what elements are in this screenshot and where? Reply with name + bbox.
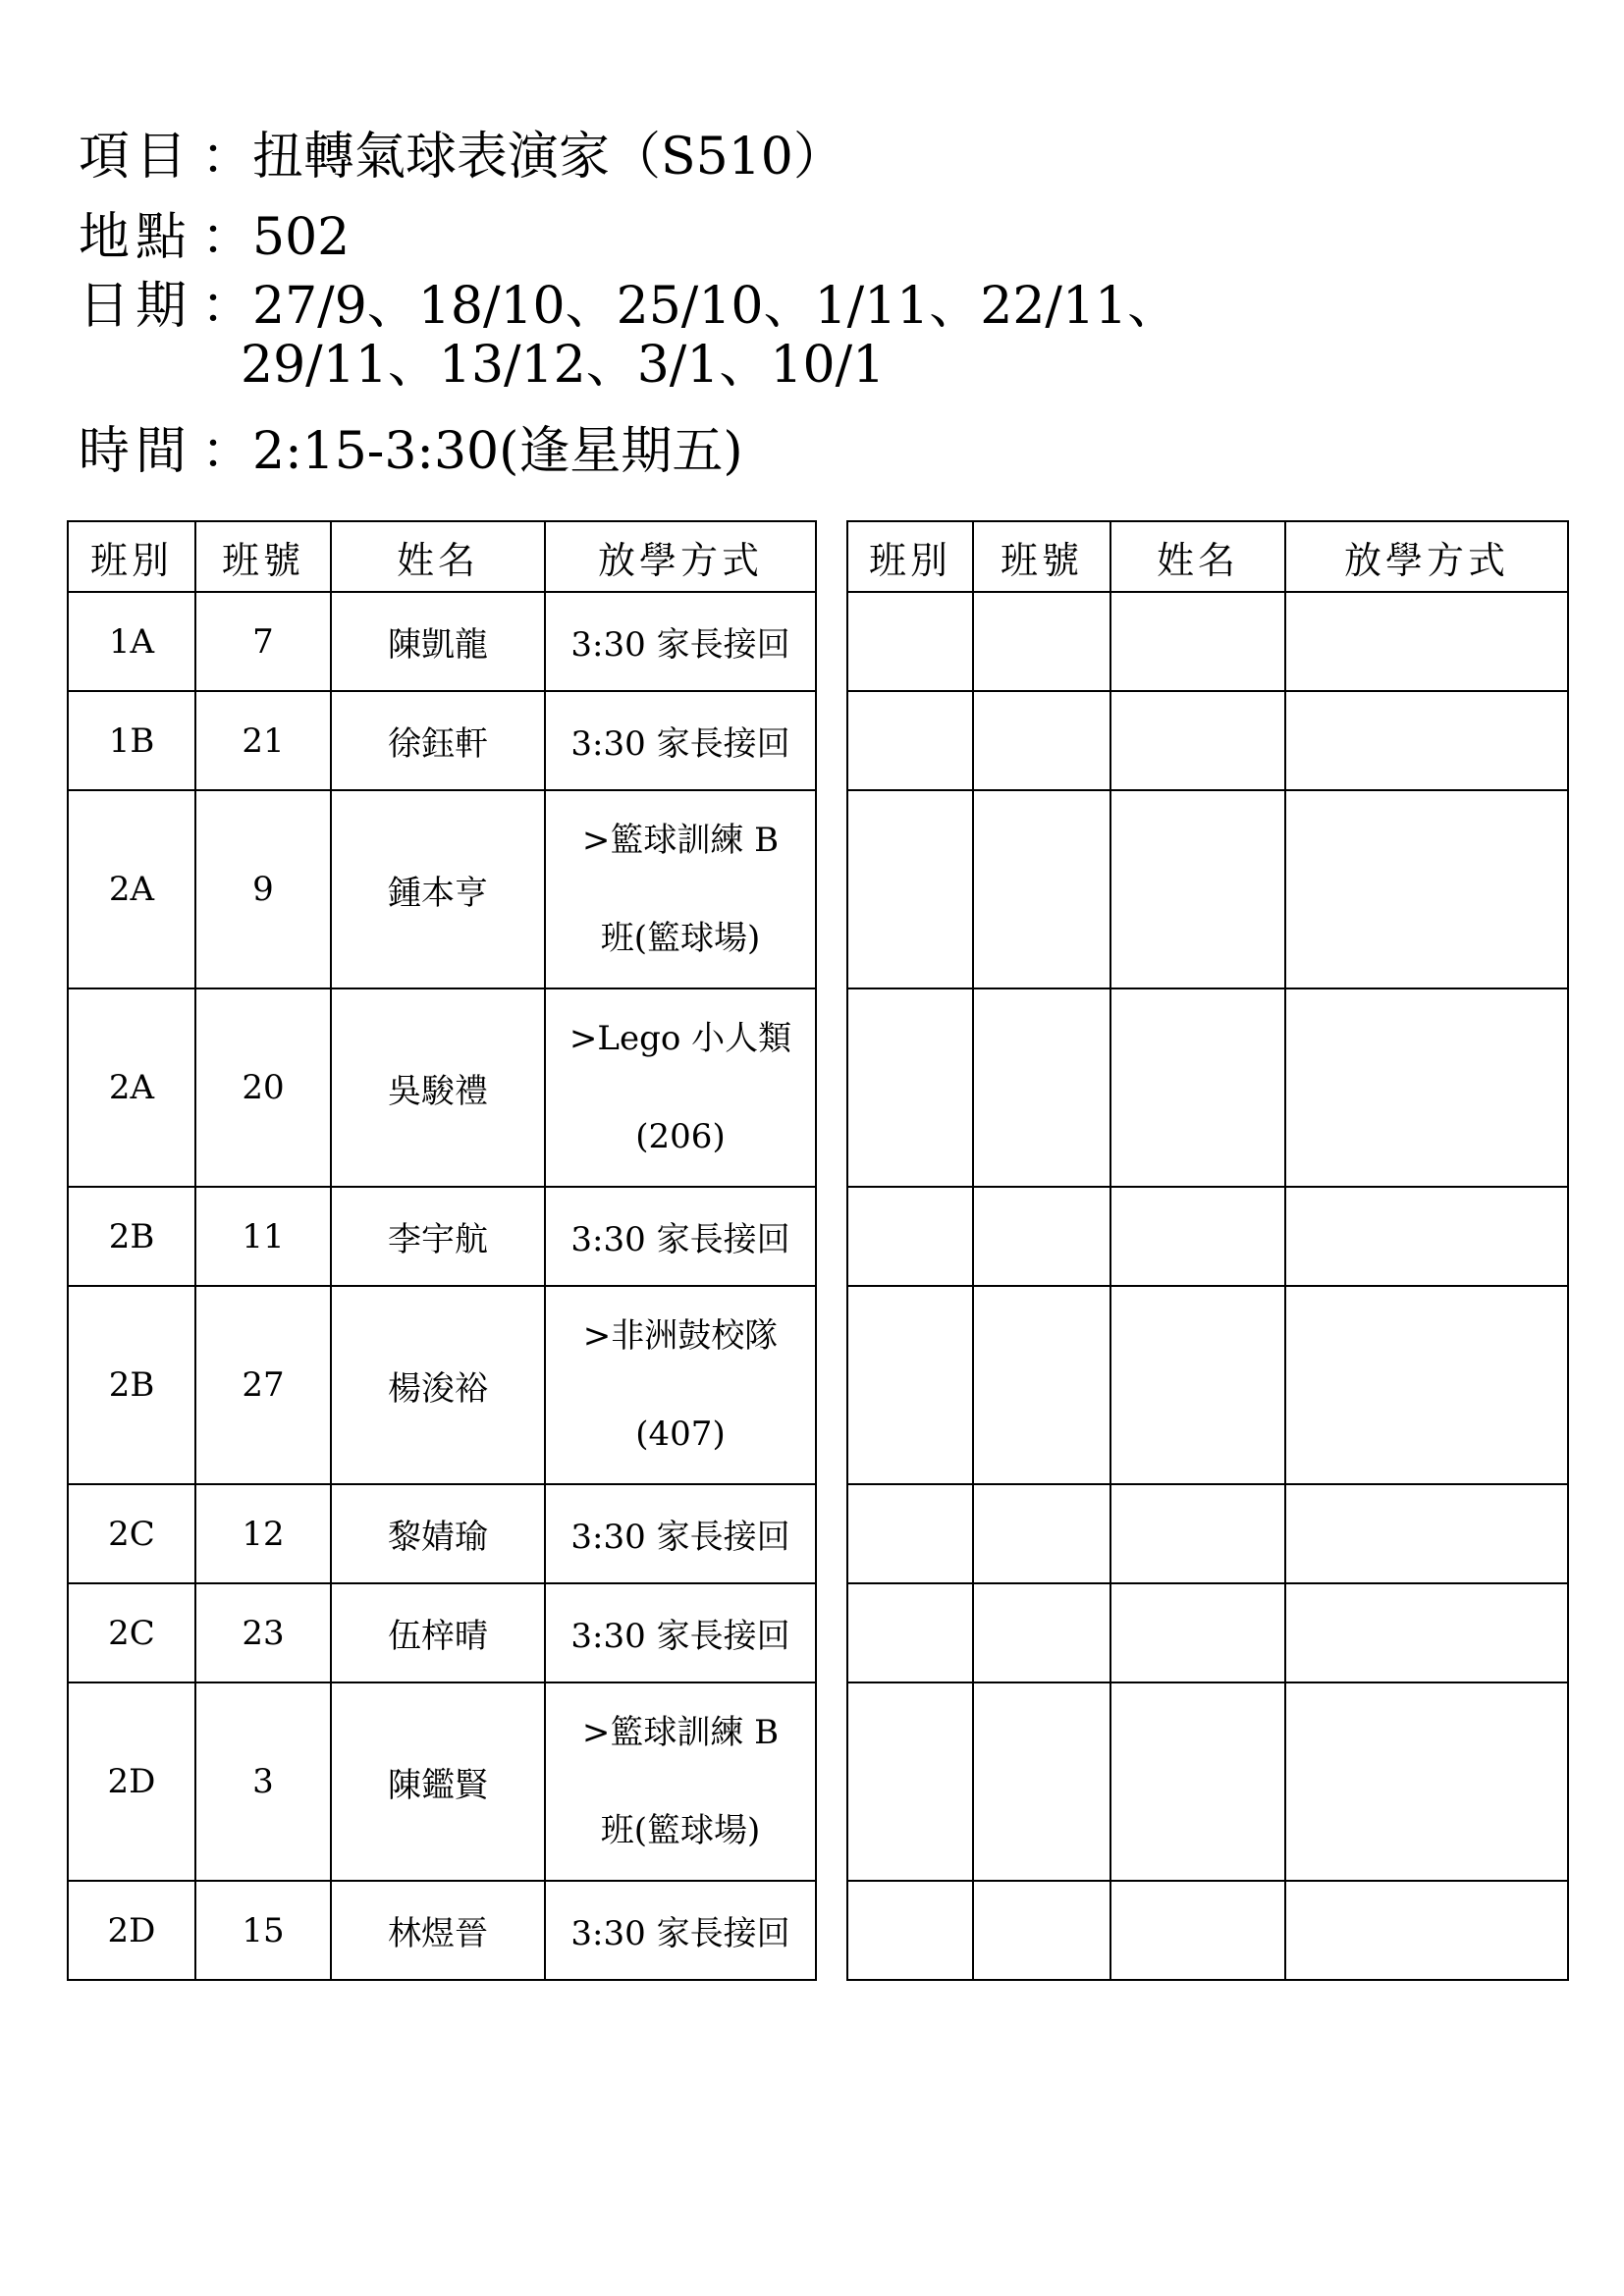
name-cell: 陳凱龍 [331,592,545,691]
venue-line [79,208,1178,267]
table-row [68,691,816,790]
empty-cell [973,988,1110,1187]
empty-cell [973,1682,1110,1881]
number-cell: 20 [195,988,331,1187]
class-cell: 1A [68,592,195,691]
empty-cell [1110,1583,1285,1682]
time-line [79,422,1178,481]
empty-cell [1285,1682,1568,1881]
name-cell: 吳駿禮 [331,988,545,1187]
empty-cell [973,592,1110,691]
dismissal-cell: 3:30 家長接回 [545,1484,816,1583]
empty-cell [847,592,973,691]
date-value-line1: ：27/9、18/10、25/10、1/11、22/11、 [201,277,1179,336]
name-cell: 伍梓晴 [331,1583,545,1682]
dismissal-line1: >非洲鼓校隊 [582,1316,779,1356]
number-cell: 15 [195,1881,331,1980]
empty-cell [1110,1286,1285,1484]
number-cell: 12 [195,1484,331,1583]
empty-cell [1110,691,1285,790]
empty-cell [973,1881,1110,1980]
empty-cell [847,1682,973,1881]
dismissal-line1: >籃球訓練 B [581,821,780,860]
empty-cell [847,1187,973,1286]
table-row [68,1682,816,1881]
name-cell: 黎婧瑜 [331,1484,545,1583]
time-value: ：2:15-3:30(逢星期五) [201,422,743,481]
number-cell: 23 [195,1583,331,1682]
date-line [79,277,1178,395]
empty-cell [1285,691,1568,790]
empty-cell [973,1286,1110,1484]
class-cell: 1B [68,691,195,790]
dismissal-line2: (206) [635,1117,726,1156]
empty-cell [1285,1286,1568,1484]
name-cell: 楊浚裕 [331,1286,545,1484]
dismissal-line1: >籃球訓練 B [581,1713,780,1752]
name-cell: 林煜晉 [331,1881,545,1980]
dismissal-cell: 3:30 家長接回 [545,1187,816,1286]
class-cell: 2D [68,1682,195,1881]
empty-cell [847,691,973,790]
class-cell: 2A [68,988,195,1187]
empty-cell [1110,1881,1285,1980]
empty-cell [973,1583,1110,1682]
header [79,128,1178,481]
dismissal-cell [545,988,816,1187]
empty-cell [847,1583,973,1682]
empty-cell [1110,1682,1285,1881]
empty-cell [1110,1484,1285,1583]
empty-cell [1110,988,1285,1187]
empty-row [847,1881,1568,1980]
empty-cell [973,691,1110,790]
dismissal-cell: 3:30 家長接回 [545,1881,816,1980]
venue-label: 地點 [79,208,193,267]
empty-row [847,1583,1568,1682]
empty-cell [1285,1484,1568,1583]
col-dismissal-header: 放學方式 [1285,521,1568,592]
empty-cell [973,1484,1110,1583]
empty-cell [1110,1187,1285,1286]
table-row [68,1484,816,1583]
item-label: 項目 [79,128,193,187]
empty-cell [1285,988,1568,1187]
number-cell: 7 [195,592,331,691]
empty-cell [1110,790,1285,988]
number-cell: 21 [195,691,331,790]
col-number-header: 班號 [973,521,1110,592]
time-label: 時間 [79,422,193,481]
dismissal-line1: >Lego 小人類 [568,1019,792,1058]
item-value: ：扭轉氣球表演家（S510） [201,128,844,187]
empty-cell [1285,1881,1568,1980]
table-row [68,1187,816,1286]
empty-cell [973,1187,1110,1286]
empty-cell [847,1484,973,1583]
dismissal-line2: 班(籃球場) [600,919,761,958]
col-number-header: 班號 [195,521,331,592]
number-cell: 3 [195,1682,331,1881]
empty-cell [1285,592,1568,691]
empty-cell [973,790,1110,988]
empty-cell [1110,592,1285,691]
roster-table-right [846,520,1569,1981]
empty-row [847,1187,1568,1286]
col-name-header: 姓名 [331,521,545,592]
empty-cell [1285,1583,1568,1682]
col-dismissal-header: 放學方式 [545,521,816,592]
table-row [68,1881,816,1980]
class-cell: 2B [68,1286,195,1484]
name-cell: 鍾本亨 [331,790,545,988]
col-class-header: 班別 [847,521,973,592]
number-cell: 11 [195,1187,331,1286]
dismissal-line2: (407) [635,1415,726,1454]
dismissal-cell [545,790,816,988]
empty-row [847,988,1568,1187]
dismissal-cell: 3:30 家長接回 [545,691,816,790]
date-label: 日期 [79,277,193,336]
table-row [68,790,816,988]
date-value-line2: 29/11、13/12、3/1、10/1 [241,336,886,395]
table-row [68,1583,816,1682]
class-cell: 2D [68,1881,195,1980]
dismissal-cell: 3:30 家長接回 [545,1583,816,1682]
dismissal-cell: 3:30 家長接回 [545,592,816,691]
item-line [79,128,1178,187]
name-cell: 李宇航 [331,1187,545,1286]
empty-row [847,1484,1568,1583]
empty-row [847,1286,1568,1484]
col-name-header: 姓名 [1110,521,1285,592]
empty-row [847,691,1568,790]
empty-cell [847,1881,973,1980]
venue-value: ：502 [201,208,351,267]
dismissal-cell [545,1286,816,1484]
table-row [68,1286,816,1484]
name-cell: 徐鈺軒 [331,691,545,790]
empty-row [847,790,1568,988]
class-cell: 2C [68,1583,195,1682]
empty-cell [847,1286,973,1484]
class-cell: 2A [68,790,195,988]
empty-cell [847,790,973,988]
class-cell: 2C [68,1484,195,1583]
table-row [68,988,816,1187]
col-class-header: 班別 [68,521,195,592]
number-cell: 9 [195,790,331,988]
empty-cell [1285,790,1568,988]
class-cell: 2B [68,1187,195,1286]
number-cell: 27 [195,1286,331,1484]
empty-cell [1285,1187,1568,1286]
empty-row [847,1682,1568,1881]
name-cell: 陳鑑賢 [331,1682,545,1881]
roster-table-left [67,520,817,1981]
dismissal-line2: 班(籃球場) [600,1811,761,1850]
dismissal-cell [545,1682,816,1881]
empty-row [847,592,1568,691]
table-row [68,592,816,691]
empty-cell [847,988,973,1187]
